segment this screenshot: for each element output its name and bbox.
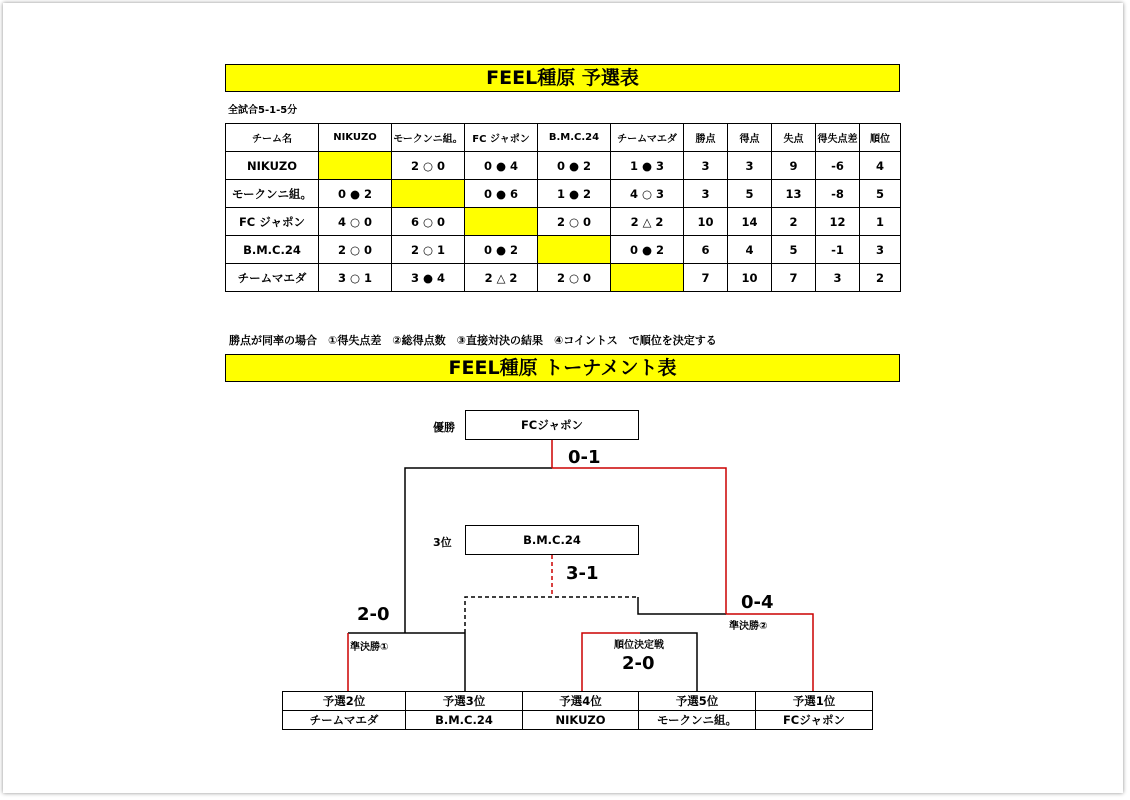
goals-against-cell: 9 <box>772 152 816 180</box>
points-cell: 10 <box>684 208 728 236</box>
league-title: FEEL種原 予選表 <box>225 64 900 92</box>
result-cell: 0 ● 4 <box>465 152 538 180</box>
seed-row <box>283 692 873 711</box>
result-cell: 0 ● 2 <box>465 236 538 264</box>
seed-cell: 予選3位 <box>406 692 523 711</box>
result-cell: 1 ● 2 <box>538 180 611 208</box>
rank-cell: 1 <box>860 208 901 236</box>
seed-cell: 予選4位 <box>523 692 639 711</box>
result-cell: 6 ○ 0 <box>392 208 465 236</box>
result-cell: 2 △ 2 <box>465 264 538 292</box>
header-cell: FC ジャポン <box>465 124 538 152</box>
goals-for-cell: 14 <box>728 208 772 236</box>
seed-team-cell: FCジャポン <box>756 711 873 730</box>
points-cell: 3 <box>684 152 728 180</box>
champion-team: FCジャポン <box>520 418 584 432</box>
header-cell: 得点 <box>728 124 772 152</box>
goals-against-cell: 13 <box>772 180 816 208</box>
goal-diff-cell: 12 <box>816 208 860 236</box>
third-place-dashed-line <box>465 597 638 633</box>
semi2-join-line <box>638 597 726 614</box>
team-name-cell: モークンニ組。 <box>226 180 319 208</box>
goals-for-cell: 5 <box>728 180 772 208</box>
champion-box <box>465 410 639 440</box>
tiebreak-note: 勝点が同率の場合 ①得失点差 ②総得点数 ③直接対決の結果 ④コイントス で順位を決定する <box>229 334 717 347</box>
header-cell: モークンニ組。 <box>392 124 465 152</box>
team-name-cell: B.M.C.24 <box>226 236 319 264</box>
seed-cell: 予選5位 <box>639 692 756 711</box>
header-cell: 失点 <box>772 124 816 152</box>
goals-against-cell: 2 <box>772 208 816 236</box>
seed-team-row <box>283 711 873 730</box>
goal-diff-cell: -6 <box>816 152 860 180</box>
seed-team-cell: NIKUZO <box>523 711 639 730</box>
result-cell: 4 ○ 0 <box>319 208 392 236</box>
header-cell: 順位 <box>860 124 901 152</box>
team-name-cell: チームマエダ <box>226 264 319 292</box>
seed-team-cell: チームマエダ <box>283 711 406 730</box>
seed-cell: 予選1位 <box>756 692 873 711</box>
goals-against-cell: 7 <box>772 264 816 292</box>
playoff-label: 順位決定戦 <box>614 640 664 651</box>
third-place-team: B.M.C.24 <box>523 533 581 547</box>
goal-diff-cell: -1 <box>816 236 860 264</box>
third-place-score: 3-1 <box>566 563 599 584</box>
goals-for-cell: 3 <box>728 152 772 180</box>
header-cell: チーム名 <box>226 124 319 152</box>
result-cell: 1 ● 3 <box>611 152 684 180</box>
playoff-score: 2-0 <box>622 653 655 674</box>
header-cell: NIKUZO <box>319 124 392 152</box>
rank-cell: 3 <box>860 236 901 264</box>
points-cell: 3 <box>684 180 728 208</box>
team-name-cell: NIKUZO <box>226 152 319 180</box>
goal-diff-cell: -8 <box>816 180 860 208</box>
result-cell: 4 ○ 3 <box>611 180 684 208</box>
goals-for-cell: 10 <box>728 264 772 292</box>
rank-cell: 4 <box>860 152 901 180</box>
header-cell: 勝点 <box>684 124 728 152</box>
final-score: 0-1 <box>568 447 601 468</box>
result-cell: 2 ○ 0 <box>392 152 465 180</box>
result-cell: 2 ○ 0 <box>538 208 611 236</box>
seed-table <box>282 691 873 730</box>
result-cell: 3 ● 4 <box>392 264 465 292</box>
champion-label: 優勝 <box>433 421 455 434</box>
goal-diff-cell: 3 <box>816 264 860 292</box>
semi1-label: 準決勝① <box>350 642 389 653</box>
points-cell: 7 <box>684 264 728 292</box>
team-name-cell: FC ジャポン <box>226 208 319 236</box>
seed-team-cell: B.M.C.24 <box>406 711 523 730</box>
third-place-box <box>465 525 639 555</box>
tournament-title: FEEL種原 トーナメント表 <box>225 354 900 382</box>
semi1-score: 2-0 <box>357 604 390 625</box>
result-cell: 0 ● 6 <box>465 180 538 208</box>
header-cell: 得失点差 <box>816 124 860 152</box>
semi2-score: 0-4 <box>741 592 774 613</box>
seed-team-cell: モークンニ組。 <box>639 711 756 730</box>
rank-cell: 2 <box>860 264 901 292</box>
result-cell: 2 △ 2 <box>611 208 684 236</box>
header-cell: B.M.C.24 <box>538 124 611 152</box>
points-cell: 6 <box>684 236 728 264</box>
result-cell: 0 ● 2 <box>319 180 392 208</box>
third-place-label: 3位 <box>433 536 452 549</box>
goals-for-cell: 4 <box>728 236 772 264</box>
semi2-label: 準決勝② <box>729 621 768 632</box>
result-cell: 3 ○ 1 <box>319 264 392 292</box>
result-cell: 0 ● 2 <box>611 236 684 264</box>
result-cell: 2 ○ 0 <box>538 264 611 292</box>
goals-against-cell: 5 <box>772 236 816 264</box>
result-cell: 2 ○ 0 <box>319 236 392 264</box>
header-cell: チームマエダ <box>611 124 684 152</box>
rank-cell: 5 <box>860 180 901 208</box>
seed-cell: 予選2位 <box>283 692 406 711</box>
match-format-note: 全試合5-1-5分 <box>228 105 298 116</box>
result-cell: 0 ● 2 <box>538 152 611 180</box>
result-cell: 2 ○ 1 <box>392 236 465 264</box>
